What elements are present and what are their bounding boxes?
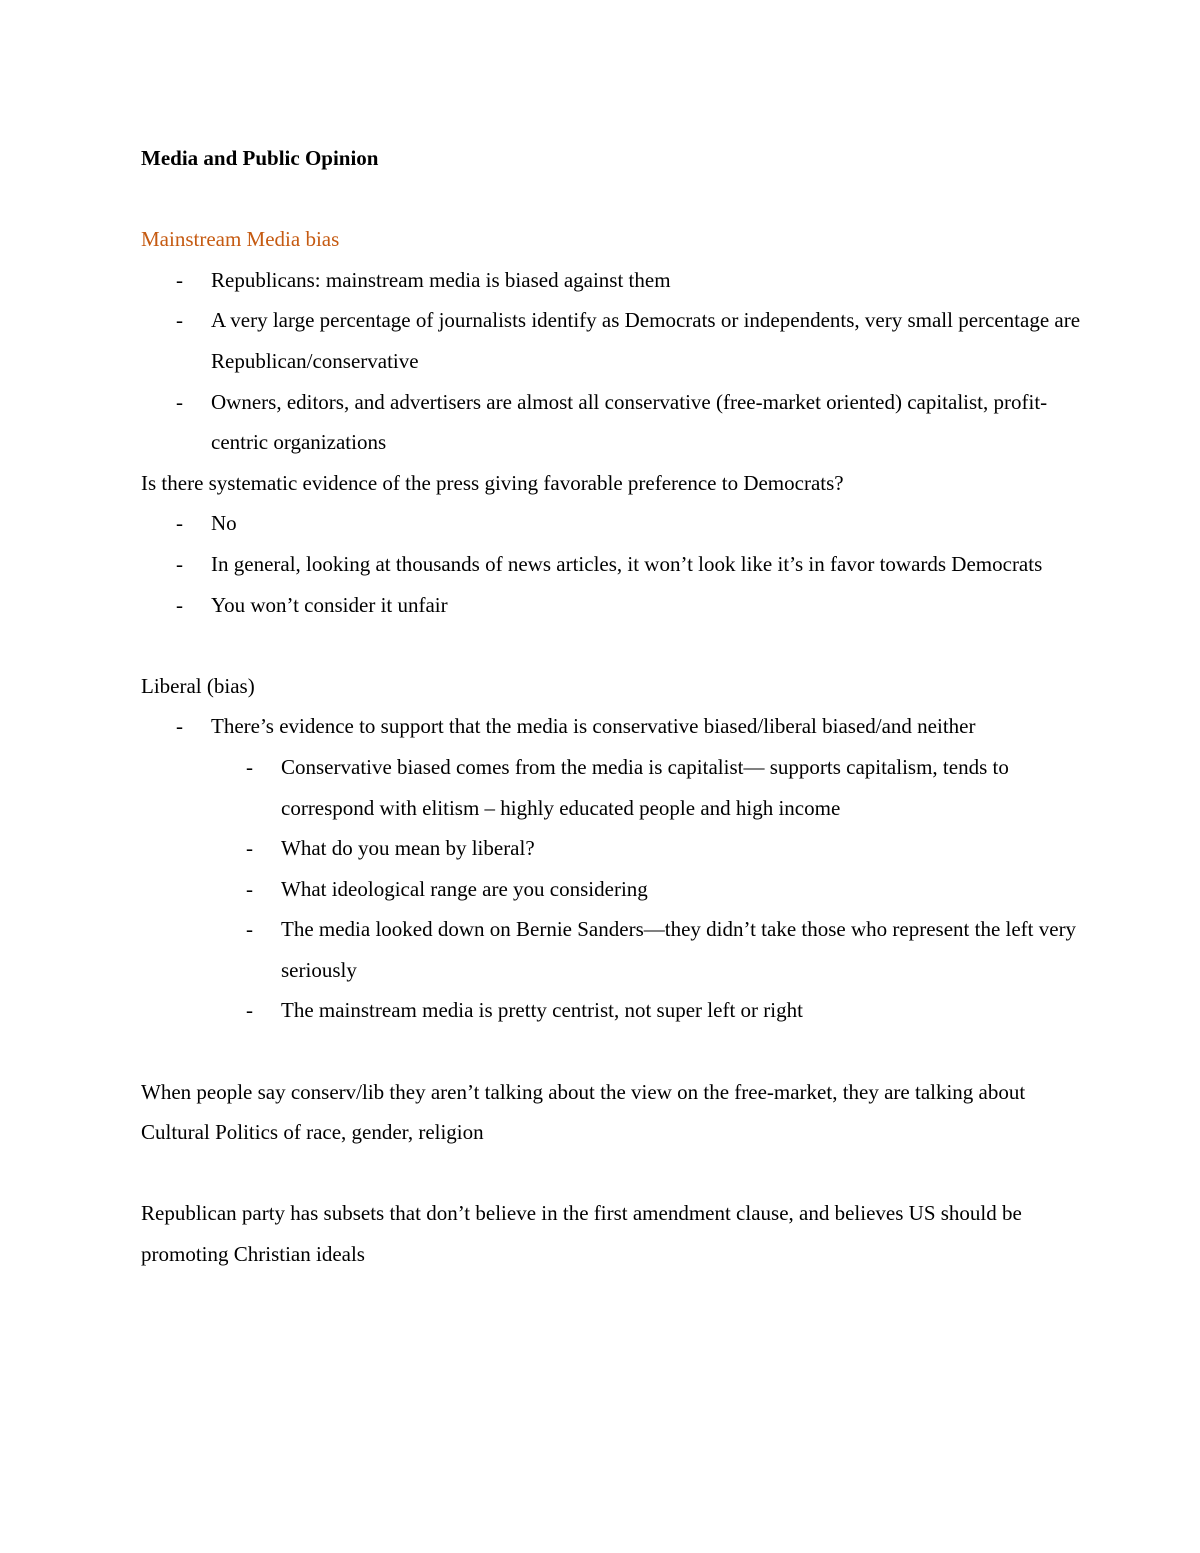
sub-list-item-text: What do you mean by liberal? xyxy=(281,836,535,861)
dash-bullet: - xyxy=(246,836,253,861)
question-text: Is there systematic evidence of the press giving favorable preference to Democrats? xyxy=(141,470,844,495)
sub-list-item xyxy=(211,828,1081,869)
liberal-bias-list xyxy=(141,706,1081,1031)
dash-bullet: - xyxy=(246,917,253,942)
dash-bullet: - xyxy=(176,551,183,576)
paragraph-cultural-politics: When people say conserv/lib they aren’t talking about the view on the free-market, they are talking about Cultural Politics of race, gender, religion xyxy=(141,1079,1026,1145)
liberal-bias-sublist xyxy=(211,747,1081,1031)
list-item-text: A very large percentage of journalists identify as Democrats or independents, very small percentage are Republican/conservative xyxy=(211,308,1081,373)
document-page xyxy=(141,138,1081,1275)
list-item-text: You won’t consider it unfair xyxy=(211,592,448,617)
paragraph-republican-party: Republican party has subsets that don’t believe in the first amendment clause, and believes US should be promoting Christian ideals xyxy=(141,1201,1022,1267)
sub-list-item-text: The mainstream media is pretty centrist, not super left or right xyxy=(281,998,803,1023)
dash-bullet: - xyxy=(246,876,253,901)
section-heading-mainstream-media-bias: Mainstream Media bias xyxy=(141,227,340,252)
list-item-text: Owners, editors, and advertisers are almost all conservative (free-market oriented) capitalist, profit-centric organizations xyxy=(211,389,1048,455)
document-title: Media and Public Opinion xyxy=(141,146,379,170)
list-item xyxy=(141,706,1081,1031)
list-item xyxy=(141,503,1081,544)
list-item-text: In general, looking at thousands of news articles, it won’t look like it’s in favor towards Democrats xyxy=(211,551,1043,576)
dash-bullet: - xyxy=(246,754,253,779)
list-item-text: There’s evidence to support that the media is conservative biased/liberal biased/and neither xyxy=(211,714,976,739)
list-item-text: Republicans: mainstream media is biased against them xyxy=(211,267,671,292)
dash-bullet: - xyxy=(176,511,183,536)
list-item-text: No xyxy=(211,511,237,536)
spacer xyxy=(141,1031,1081,1072)
dash-bullet: - xyxy=(176,389,183,414)
spacer xyxy=(141,1153,1081,1194)
list-item xyxy=(141,544,1081,585)
dash-bullet: - xyxy=(246,998,253,1023)
list-item xyxy=(141,300,1081,381)
dash-bullet: - xyxy=(176,592,183,617)
question-answer-list xyxy=(141,503,1081,625)
dash-bullet: - xyxy=(176,267,183,292)
sub-list-item xyxy=(211,747,1081,828)
sub-list-item-text: Conservative biased comes from the media is capitalist— supports capitalism, tends to correspond with elitism – highly educated people and high income xyxy=(281,754,1009,820)
sub-list-item-text: The media looked down on Bernie Sanders—they didn’t take those who represent the left very seriously xyxy=(281,917,1077,982)
section-heading-liberal-bias: Liberal (bias) xyxy=(141,673,255,698)
list-item xyxy=(141,260,1081,301)
list-item xyxy=(141,585,1081,626)
spacer xyxy=(141,625,1081,666)
spacer xyxy=(141,179,1081,220)
sub-list-item xyxy=(211,909,1081,990)
dash-bullet: - xyxy=(176,714,183,739)
mainstream-bias-list xyxy=(141,260,1081,463)
dash-bullet: - xyxy=(176,308,183,333)
sub-list-item xyxy=(211,990,1081,1031)
sub-list-item-text: What ideological range are you considering xyxy=(281,876,648,901)
list-item xyxy=(141,382,1081,463)
sub-list-item xyxy=(211,869,1081,910)
